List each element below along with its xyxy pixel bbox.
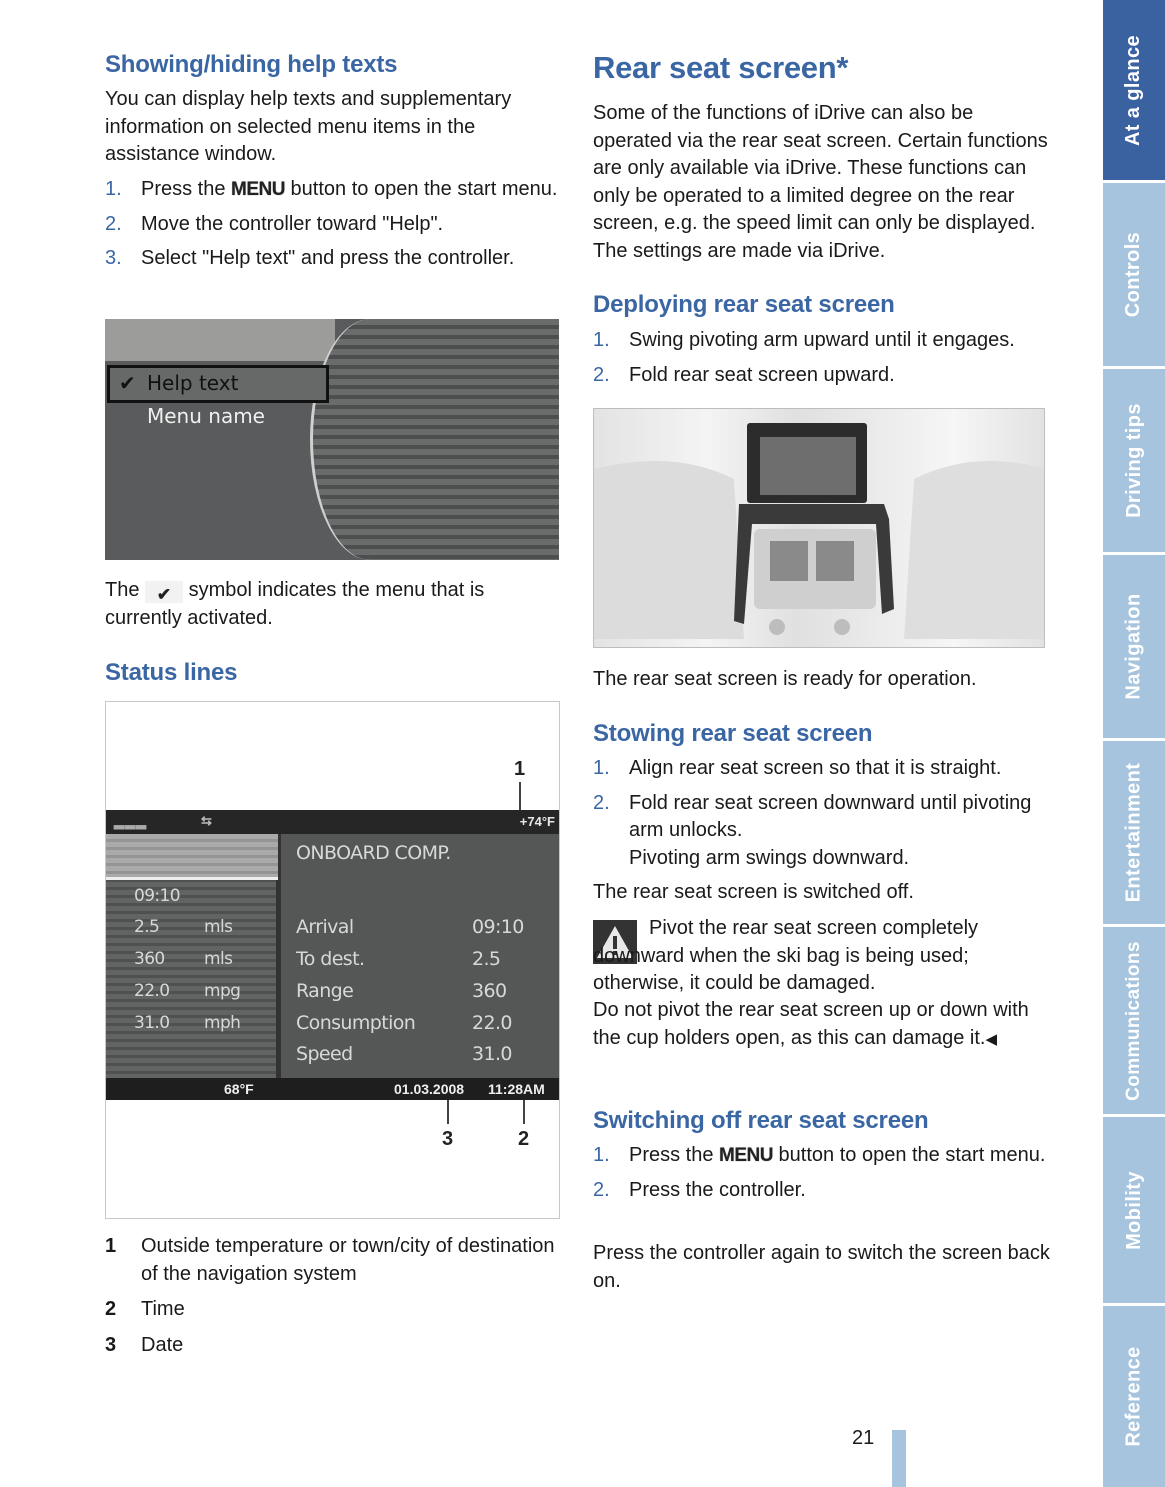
menu-item-help-text: Help text bbox=[147, 371, 239, 395]
left-value: 31.0 bbox=[134, 1013, 170, 1033]
callout-3-line bbox=[447, 1100, 449, 1124]
menu-item-menu-name: Menu name bbox=[147, 404, 265, 428]
row-value: 22.0 bbox=[472, 1012, 512, 1034]
left-value: 22.0 bbox=[134, 981, 170, 1001]
page-marker-bar bbox=[892, 1430, 906, 1487]
help-texts-intro: You can display help texts and supplementary information on selected menu items in the assistance window. bbox=[105, 88, 512, 165]
screen-header-bar bbox=[105, 319, 335, 361]
help-steps-list bbox=[105, 176, 565, 280]
menu-key-icon: MENU bbox=[231, 179, 285, 200]
left-value: 360 bbox=[134, 949, 165, 969]
interior-temperature: 68°F bbox=[224, 1081, 254, 1097]
tab-at-a-glance[interactable]: At a glance bbox=[1103, 0, 1165, 180]
switching-off-heading: Switching off rear seat screen bbox=[593, 1107, 929, 1134]
deploy-step-1: 1. Swing pivoting arm upward until it engages. bbox=[593, 329, 1015, 351]
off-step-2: 2. Press the controller. bbox=[593, 1178, 806, 1201]
callout-1: 1 bbox=[514, 758, 526, 780]
row-value: 31.0 bbox=[472, 1043, 512, 1065]
status-time: 11:28AM bbox=[488, 1081, 545, 1097]
row-label: Speed bbox=[296, 1043, 353, 1065]
stowing-steps bbox=[593, 755, 1058, 879]
callout-2-line bbox=[523, 1100, 525, 1124]
rear-seat-screen-photo bbox=[593, 408, 1045, 648]
legend-item: 2 Time bbox=[105, 1298, 185, 1320]
status-legend bbox=[105, 1233, 560, 1367]
help-text-screen-figure bbox=[105, 319, 559, 560]
deploying-heading: Deploying rear seat screen bbox=[593, 291, 895, 318]
tab-driving-tips[interactable]: Driving tips bbox=[1103, 369, 1165, 552]
stowing-heading: Stowing rear seat screen bbox=[593, 720, 873, 747]
tab-navigation[interactable]: Navigation bbox=[1103, 555, 1165, 738]
callout-3: 3 bbox=[442, 1128, 454, 1150]
end-mark-icon: ◀ bbox=[985, 1030, 998, 1048]
page-number: 21 bbox=[852, 1427, 875, 1449]
warning-text-2: Do not pivot the rear seat screen up or down with the cup holders open, as this can damage it.◀ bbox=[593, 999, 1029, 1049]
row-label: To dest. bbox=[296, 948, 365, 970]
outside-temperature: +74°F bbox=[519, 814, 555, 829]
menu-key-icon: MENU bbox=[719, 1145, 773, 1166]
warning-text: Pivot the rear seat screen completely downward when the ski bag is being used; otherwise, it could be damaged. bbox=[593, 917, 979, 994]
left-unit: mls bbox=[204, 949, 233, 969]
screen-striped-panel bbox=[310, 319, 559, 560]
left-panel-header bbox=[106, 834, 278, 880]
row-label: Consumption bbox=[296, 1012, 416, 1034]
top-status-bar bbox=[106, 810, 559, 834]
help-step-3: 3. Select "Help text" and press the controller. bbox=[105, 247, 515, 269]
status-lines-figure bbox=[105, 701, 560, 1219]
signal-bars-icon: ▂▂▂ bbox=[114, 814, 147, 829]
status-lines-heading: Status lines bbox=[105, 659, 238, 686]
help-step-1: 1. Press the MENU button to open the start menu. bbox=[105, 178, 558, 200]
rear-seat-screen-illustration bbox=[594, 409, 1045, 648]
tab-mobility[interactable]: Mobility bbox=[1103, 1117, 1165, 1303]
chapter-tabs bbox=[1103, 0, 1165, 1487]
onboard-comp-title: ONBOARD COMP. bbox=[296, 842, 451, 864]
left-unit: mph bbox=[204, 1013, 241, 1033]
stow-step-2: 2. Fold rear seat screen downward until pivoting arm unlocks. Pivoting arm swings downward. bbox=[593, 791, 1032, 869]
left-value: 09:10 bbox=[134, 886, 180, 906]
row-label: Arrival bbox=[296, 916, 354, 938]
switching-off-steps bbox=[593, 1142, 1058, 1211]
legend-item: 3 Date bbox=[105, 1333, 184, 1356]
switch-on-note: Press the controller again to switch the screen back on. bbox=[593, 1242, 1050, 1292]
left-unit: mpg bbox=[204, 981, 241, 1001]
left-unit: mls bbox=[204, 917, 233, 937]
off-step-1: 1. Press the MENU button to open the start menu. bbox=[593, 1144, 1046, 1166]
rear-screen-intro: Some of the functions of iDrive can also be operated via the rear seat screen. Certain functions are only available via iDrive. These functions can only be operated to a limited degree on the rear screen, e.g. the speed limit can only be displayed. The settings are made via iDrive. bbox=[593, 102, 1048, 262]
tab-communications[interactable]: Communications bbox=[1103, 927, 1165, 1114]
help-texts-heading: Showing/hiding help texts bbox=[105, 51, 398, 78]
left-data-panel bbox=[106, 834, 281, 1078]
stow-result: The rear seat screen is switched off. bbox=[593, 881, 914, 903]
deploying-steps bbox=[593, 327, 1058, 396]
deploy-step-2: 2. Fold rear seat screen upward. bbox=[593, 363, 895, 386]
tab-entertainment[interactable]: Entertainment bbox=[1103, 741, 1165, 924]
legend-item: 1 Outside temperature or town/city of destination of the navigation system bbox=[105, 1235, 555, 1285]
row-value: 09:10 bbox=[472, 916, 524, 938]
row-value: 360 bbox=[472, 980, 507, 1002]
callout-1-line bbox=[519, 782, 521, 812]
tab-reference[interactable]: Reference bbox=[1103, 1306, 1165, 1487]
row-label: Range bbox=[296, 980, 354, 1002]
tab-controls[interactable]: Controls bbox=[1103, 183, 1165, 366]
deploy-result: The rear seat screen is ready for operation. bbox=[593, 668, 977, 690]
stow-step-1: 1. Align rear seat screen so that it is straight. bbox=[593, 757, 1002, 779]
page-title: Rear seat screen* bbox=[593, 50, 849, 85]
help-step-2: 2. Move the controller toward "Help". bbox=[105, 212, 444, 235]
check-icon: ✔ bbox=[119, 371, 136, 395]
check-symbol-icon: ✔ bbox=[145, 581, 183, 603]
bottom-status-bar bbox=[106, 1078, 559, 1100]
symbol-note: The ✔ symbol indicates the menu that is currently activated. bbox=[105, 579, 485, 629]
left-value: 2.5 bbox=[134, 917, 160, 937]
callout-2: 2 bbox=[518, 1128, 530, 1150]
onboard-computer-screen bbox=[106, 834, 559, 1078]
route-arrows-icon: ⇆ bbox=[201, 813, 212, 828]
status-date: 01.03.2008 bbox=[394, 1081, 465, 1097]
row-value: 2.5 bbox=[472, 948, 501, 970]
